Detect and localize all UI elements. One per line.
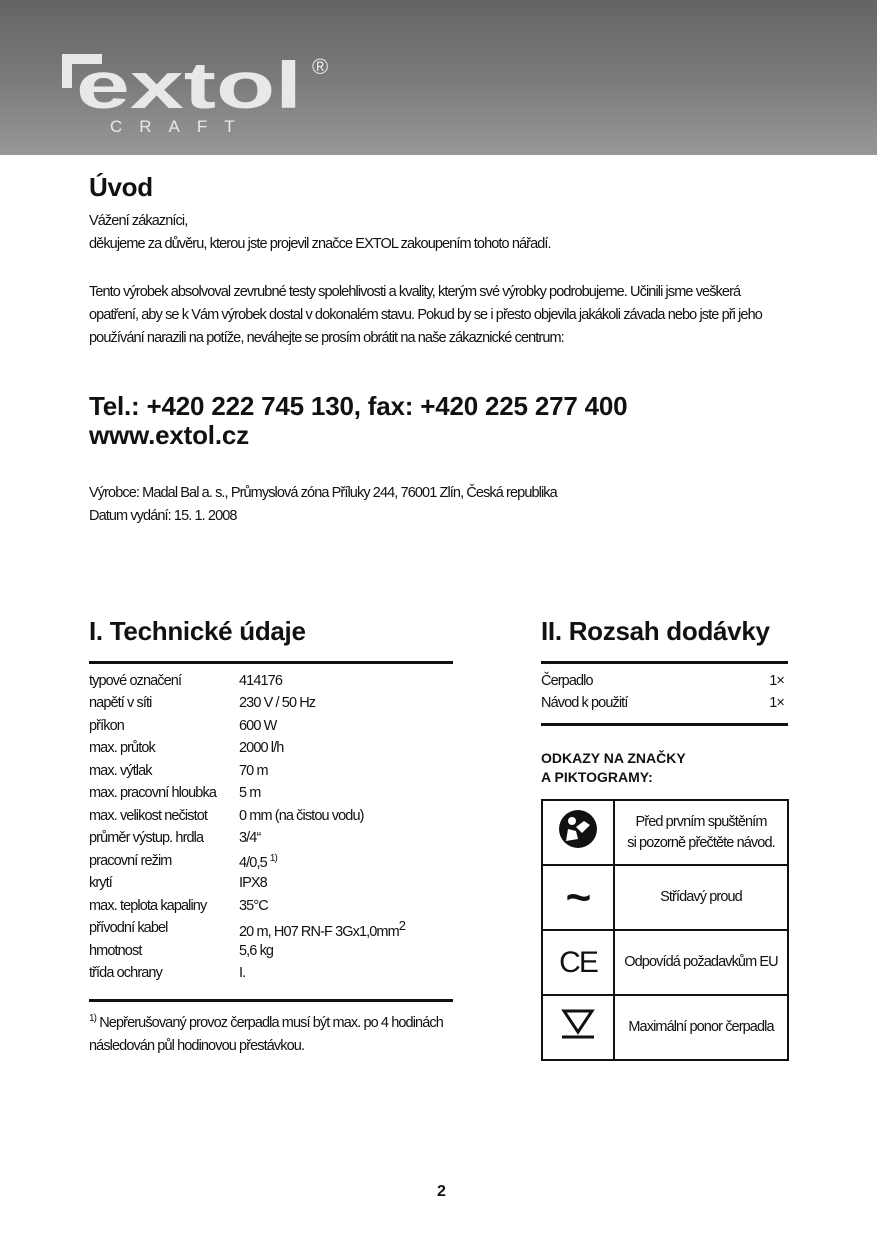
text-line: následován půl hodinovou přestávkou.: [89, 1037, 305, 1054]
extol-craft-logo: [62, 50, 342, 135]
text-line: Před prvním spuštěním: [635, 813, 767, 830]
table-row: [89, 715, 453, 738]
read-manual-icon: [558, 809, 598, 849]
spec-key: pracovní režim: [89, 852, 172, 869]
alternating-current-icon: ~: [542, 865, 614, 930]
list-item: [541, 693, 784, 716]
text-line: Vážení zákazníci,: [89, 213, 188, 229]
table-row: [542, 930, 788, 995]
text-line: Výrobce: Madal Bal a. s., Průmyslová zóna Příluky 244, 76001 Zlín, Česká republika: [89, 485, 557, 501]
footnote-marker: 1): [89, 1013, 97, 1024]
ce-mark-icon: CE: [542, 930, 614, 995]
text-line: Tento výrobek absolvoval zevrubné testy spolehlivosti a kvality, kterým své výrobky podrobujeme. Učinili jsme veškerá: [89, 284, 741, 300]
superscript: 2: [398, 917, 406, 933]
table-row: [89, 738, 453, 761]
manufacturer-info: [89, 482, 557, 528]
spec-key: napětí v síti: [89, 695, 152, 712]
spec-key: krytí: [89, 875, 112, 892]
symbols-title: [541, 749, 686, 787]
table-row: [89, 760, 453, 783]
item-qty: 1×: [769, 672, 784, 689]
delivery-list: [541, 670, 784, 715]
phone-fax: Tel.: +420 222 745 130, fax: +420 225 277 400: [89, 391, 628, 421]
spec-value: 4/0,5: [239, 855, 267, 872]
table-row: [89, 670, 453, 693]
spec-key: max. výtlak: [89, 762, 152, 779]
table-row: [89, 783, 453, 806]
text-line: děkujeme za důvěru, kterou jste projevil značce EXTOL zakoupením tohoto nářadí.: [89, 236, 551, 252]
spec-key: průměr výstup. hrdla: [89, 830, 204, 847]
table-row: [542, 800, 788, 865]
spec-key: max. teplota kapaliny: [89, 897, 207, 914]
table-row: [542, 865, 788, 930]
divider: [541, 661, 788, 664]
spec-key: třída ochrany: [89, 965, 162, 982]
max-depth-icon: [560, 1008, 596, 1040]
spec-key: typové označení: [89, 672, 182, 689]
svg-text:CRAFT: CRAFT: [110, 117, 252, 135]
spec-value: 20 m, H07 RN-F 3Gx1,0mm: [239, 923, 399, 940]
symbols-table: [541, 799, 789, 1061]
spec-table: [89, 670, 453, 985]
table-row: [89, 693, 453, 716]
spec-value: IPX8: [239, 875, 267, 892]
spec-value: 230 V / 50 Hz: [239, 695, 316, 712]
intro-greeting: [89, 210, 551, 256]
text-line: Odpovídá požadavkům EU: [614, 930, 788, 995]
divider: [89, 999, 453, 1002]
spec-key: max. průtok: [89, 740, 155, 757]
item-name: Návod k použití: [541, 695, 628, 712]
intro-title: Úvod: [89, 172, 153, 202]
delivery-title: II. Rozsah dodávky: [541, 616, 770, 646]
list-item: [541, 670, 784, 693]
table-row: [542, 995, 788, 1060]
page-number: 2: [437, 1183, 446, 1200]
website-link[interactable]: www.extol.cz: [89, 420, 249, 450]
spec-value: I.: [239, 965, 246, 982]
spec-value: 3/4“: [239, 830, 261, 847]
item-name: Čerpadlo: [541, 672, 593, 689]
spec-value: 0 mm (na čistou vodu): [239, 807, 364, 824]
divider: [89, 661, 453, 664]
intro-paragraph: [89, 281, 762, 350]
spec-key: přívodní kabel: [89, 920, 168, 937]
table-row: [89, 850, 453, 873]
text-line: Nepřerušovaný provoz čerpadla musí být max. po 4 hodinách: [99, 1014, 443, 1031]
spec-key: hmotnost: [89, 942, 142, 959]
spec-value: 5,6 kg: [239, 942, 274, 959]
spec-value: 35°C: [239, 897, 268, 914]
table-row: [89, 805, 453, 828]
table-row: [89, 918, 453, 941]
spec-value: 70 m: [239, 762, 268, 779]
contact-info: [89, 392, 627, 450]
text-line: opatření, aby se k Vám výrobek dostal v dokonalém stavu. Pokud by se i přesto objevila jakákoli závada nebo jste při jeho: [89, 307, 762, 323]
spec-key: max. pracovní hloubka: [89, 785, 216, 802]
spec-key: příkon: [89, 717, 124, 734]
spec-value: 2000 l/h: [239, 740, 284, 757]
svg-text:extol: extol: [76, 50, 302, 122]
footnote: [89, 1007, 443, 1058]
svg-text:®: ®: [312, 54, 329, 79]
table-row: [89, 963, 453, 986]
text-line: používání narazili na potíže, neváhejte se prosím obrátit na naše zákaznické centrum:: [89, 330, 564, 346]
text-line: Datum vydání: 15. 1. 2008: [89, 508, 237, 524]
text-line: Střídavý proud: [614, 865, 788, 930]
table-row: [89, 873, 453, 896]
text-line: A PIKTOGRAMY:: [541, 769, 653, 785]
spec-value: 600 W: [239, 717, 277, 734]
text-line: si pozorně přečtěte návod.: [627, 834, 775, 851]
spec-value: 5 m: [239, 785, 261, 802]
text-line: ODKAZY NA ZNAČKY: [541, 750, 686, 766]
text-line: Maximální ponor čerpadla: [614, 995, 788, 1060]
item-qty: 1×: [769, 695, 784, 712]
divider: [541, 723, 788, 726]
spec-key: max. velikost nečistot: [89, 807, 207, 824]
spec-value: 414176: [239, 672, 282, 689]
footnote-ref: 1): [269, 853, 277, 865]
tech-title: I. Technické údaje: [89, 616, 306, 646]
header-banner: [0, 0, 877, 155]
